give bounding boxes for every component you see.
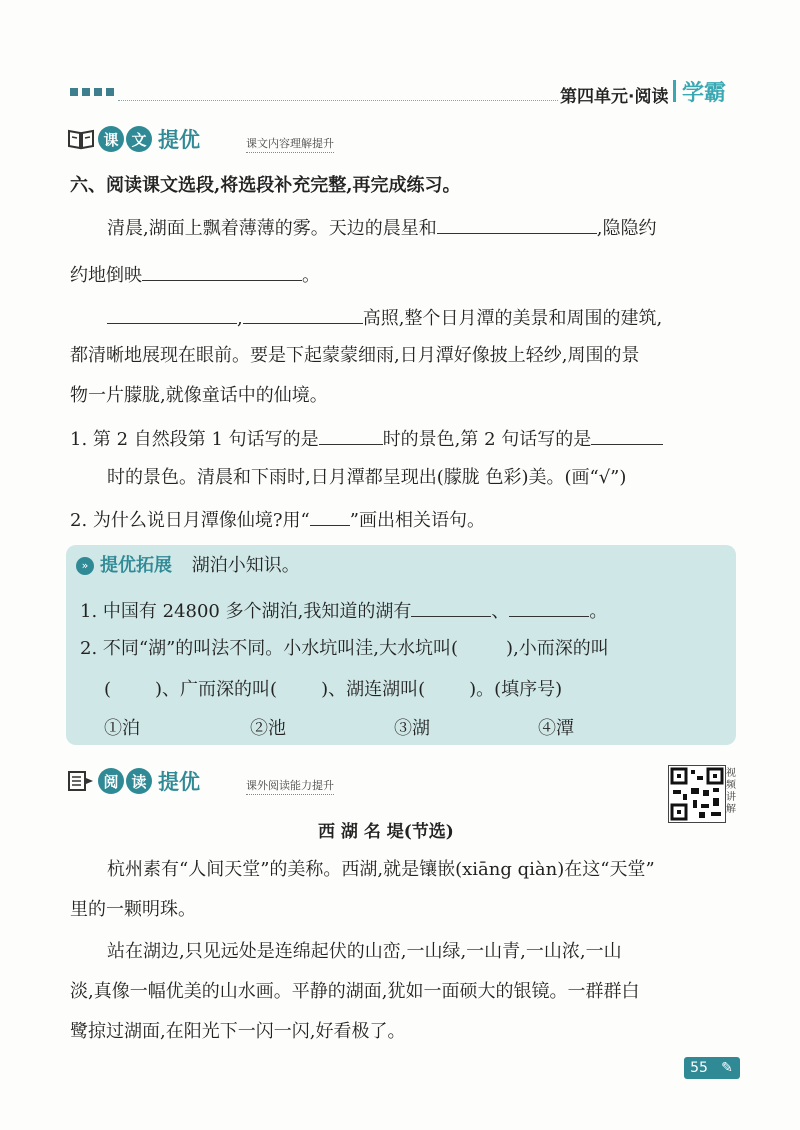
fill-blank[interactable]	[107, 305, 237, 324]
extension-text: 、	[491, 601, 510, 622]
book-icon	[66, 127, 96, 151]
extension-text: ),小而深的叫	[506, 638, 609, 659]
header-decoration	[70, 88, 114, 96]
extension-text: )。(填序号)	[469, 679, 563, 700]
extension-line	[104, 678, 562, 702]
passage-line	[70, 262, 320, 288]
passage-line: 站在湖边,只见远处是连绵起伏的山峦,一山绿,一山青,一山浓,一山	[107, 941, 622, 962]
fill-blank[interactable]	[411, 598, 491, 617]
pencil-icon: ✎	[714, 1057, 740, 1079]
extension-text: )、湖连湖叫(	[321, 679, 426, 700]
section-header-reading	[66, 766, 334, 796]
section-badge: 文	[126, 126, 152, 152]
extension-title: 提优拓展	[100, 555, 172, 576]
option-item: ③湖	[394, 718, 430, 739]
section-subtitle: 课文内容理解提升	[246, 135, 334, 153]
unit-title: 第四单元·阅读	[560, 87, 669, 107]
passage-line: 淡,真像一幅优美的山水画。平静的湖面,犹如一面硕大的银镜。一群群白	[70, 981, 640, 1002]
header-divider	[673, 80, 676, 102]
fill-blank[interactable]	[591, 426, 663, 445]
question-text: ”画出相关语句。	[349, 510, 485, 531]
passage-line	[107, 215, 656, 241]
question-line	[70, 507, 485, 533]
passage-title: 西 湖 名 堤(节选)	[318, 822, 454, 842]
fill-blank[interactable]	[509, 598, 589, 617]
section-badge: 课	[98, 126, 124, 152]
question-line: 时的景色。清晨和下雨时,日月潭都呈现出(朦胧 色彩)美。(画“√”)	[107, 467, 627, 488]
extension-line	[80, 598, 607, 624]
passage-line: 里的一颗明珠。	[70, 899, 196, 920]
extension-text: 1. 中国有 24800 多个湖泊,我知道的湖有	[80, 601, 412, 622]
passage-text: ,隐隐约	[596, 218, 657, 239]
option-item: ④潭	[538, 718, 574, 739]
option-item: ①泊	[104, 718, 140, 739]
passage-text: 约地倒映	[70, 265, 142, 286]
chevron-right-icon: »	[76, 557, 94, 575]
page-number: 55	[684, 1057, 714, 1079]
question-title: 六、阅读课文选段,将选段补充完整,再完成练习。	[70, 175, 461, 196]
fill-blank[interactable]	[319, 426, 383, 445]
extension-text: 。	[589, 601, 608, 622]
section-badge: 阅	[98, 768, 124, 794]
passage-text: 高照,整个日月潭的美景和周围的建筑,	[362, 308, 663, 329]
passage-text: 清晨,湖面上飘着薄薄的雾。天边的晨星和	[107, 218, 437, 239]
fill-blank[interactable]	[243, 305, 363, 324]
brand-logo: 学霸	[682, 81, 727, 106]
question-text: 时的景色,第 2 句话写的是	[382, 429, 592, 450]
extension-subtitle: 湖泊小知识。	[191, 555, 300, 576]
fill-blank[interactable]	[142, 262, 302, 281]
section-header-text	[66, 124, 334, 154]
passage-text: ,	[237, 308, 243, 329]
section-title: 提优	[158, 128, 200, 152]
section-badge: 读	[126, 768, 152, 794]
section-subtitle: 课外阅读能力提升	[246, 777, 334, 795]
question-text: 1. 第 2 自然段第 1 句话写的是	[70, 429, 319, 450]
passage-text: 。	[302, 265, 320, 286]
option-item: ②池	[250, 718, 286, 739]
passage-line: 杭州素有“人间天堂”的美称。西湖,就是镶嵌(xiāng qiàn)在这“天堂”	[107, 859, 655, 880]
question-text: 2. 为什么说日月潭像仙境?用“	[70, 510, 310, 531]
passage-line: 物一片朦胧,就像童话中的仙境。	[70, 385, 328, 406]
passage-line: 鹭掠过湖面,在阳光下一闪一闪,好看极了。	[70, 1021, 406, 1042]
passage-line	[107, 305, 662, 331]
extension-line	[80, 637, 609, 661]
extension-text: 2. 不同“湖”的叫法不同。小水坑叫洼,大水坑叫(	[80, 638, 459, 659]
question-line	[70, 426, 663, 452]
extension-text: )、广而深的叫(	[155, 679, 278, 700]
list-arrow-icon	[66, 769, 96, 793]
qr-label: 视频讲解	[726, 768, 736, 815]
section-title: 提优	[158, 770, 200, 794]
header-rule	[118, 100, 558, 101]
underline-sample	[310, 507, 350, 526]
passage-line: 都清晰地展现在眼前。要是下起蒙蒙细雨,日月潭好像披上轻纱,周围的景	[70, 345, 640, 366]
qr-code-icon[interactable]	[668, 765, 726, 823]
extension-text: (	[104, 679, 112, 700]
extension-header	[76, 554, 300, 578]
fill-blank[interactable]	[437, 215, 597, 234]
